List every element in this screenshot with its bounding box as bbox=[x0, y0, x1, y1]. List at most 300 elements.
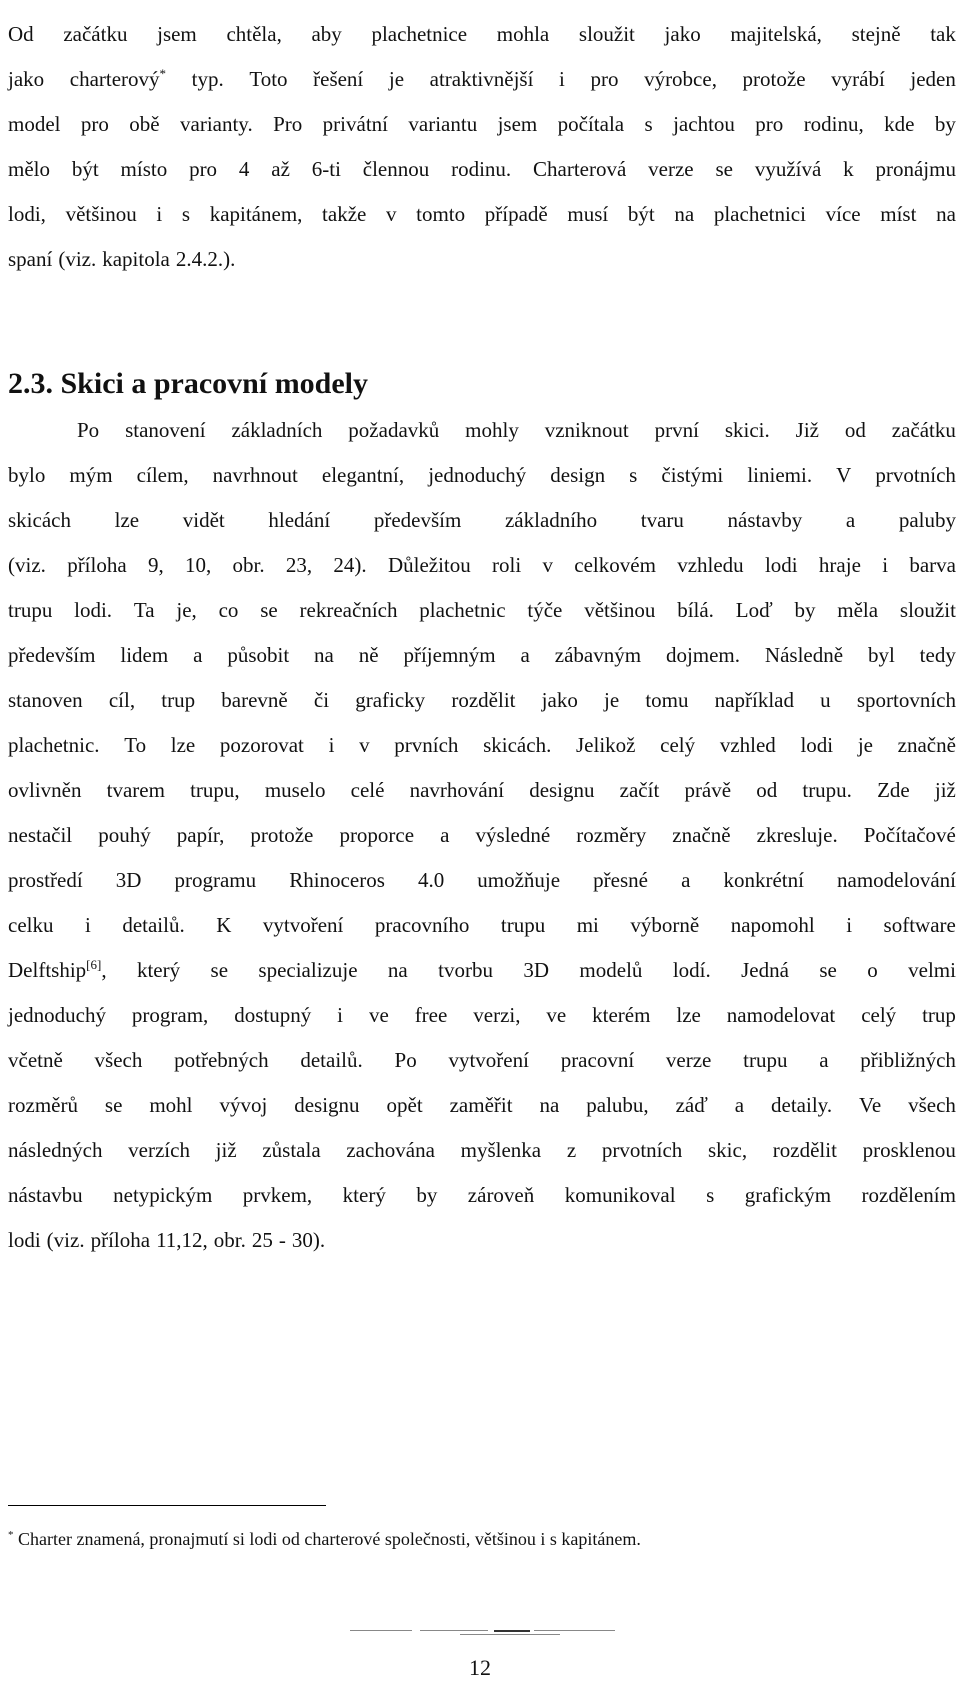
word: i bbox=[328, 733, 335, 757]
word: grafickým bbox=[744, 1183, 832, 1207]
word: designu bbox=[294, 1093, 360, 1117]
word: rozměrů bbox=[8, 1093, 78, 1117]
text-line bbox=[8, 1083, 956, 1128]
word: pracovní bbox=[560, 1048, 635, 1072]
section-heading: 2.3. Skici a pracovní modely bbox=[8, 367, 369, 400]
word: čistými bbox=[661, 463, 724, 487]
word: verzi, bbox=[473, 1003, 521, 1027]
text-line bbox=[8, 147, 956, 192]
word: variantu bbox=[408, 112, 478, 136]
text-line bbox=[8, 903, 956, 948]
word: značně bbox=[672, 823, 731, 847]
word: většinou bbox=[584, 598, 656, 622]
word: charterový* bbox=[69, 66, 167, 91]
word: typ. bbox=[191, 67, 224, 91]
word: zároveň bbox=[467, 1183, 535, 1207]
word: protože bbox=[742, 67, 806, 91]
word: pro bbox=[80, 112, 109, 136]
word: jako bbox=[664, 22, 701, 46]
word: 6-ti bbox=[311, 157, 341, 181]
word: nestačil bbox=[8, 823, 73, 847]
word: 4.0 bbox=[417, 868, 445, 892]
word: chtěla, bbox=[226, 22, 282, 46]
word: a bbox=[845, 508, 856, 532]
word: namodelování bbox=[837, 868, 956, 892]
word: obr. bbox=[232, 553, 265, 577]
word: jednoduchý bbox=[428, 463, 527, 487]
word: konkrétní bbox=[723, 868, 804, 892]
word: či bbox=[313, 688, 330, 712]
footnote-separator bbox=[8, 1505, 326, 1506]
word: navrhování bbox=[409, 778, 505, 802]
word: zaměřit bbox=[449, 1093, 513, 1117]
word: i bbox=[559, 67, 565, 91]
word: a bbox=[193, 643, 203, 667]
word: lze bbox=[114, 508, 140, 532]
paragraph-main bbox=[8, 408, 956, 1263]
word: ovlivněn bbox=[8, 778, 82, 802]
word: K bbox=[216, 913, 232, 937]
word: v bbox=[385, 202, 397, 226]
word: kde bbox=[884, 112, 915, 136]
word: stanoven bbox=[8, 688, 83, 712]
word: se bbox=[715, 157, 733, 181]
word: 3D bbox=[523, 958, 550, 982]
footnote bbox=[8, 1526, 641, 1552]
word: všech bbox=[94, 1048, 143, 1072]
word: celé bbox=[350, 778, 385, 802]
word: místo bbox=[120, 157, 168, 181]
word: prvotních bbox=[601, 1138, 683, 1162]
word: rozdělit bbox=[451, 688, 516, 712]
word: trup bbox=[922, 1003, 956, 1027]
word: o bbox=[867, 958, 878, 982]
word: míst bbox=[880, 202, 917, 226]
word: detailů. bbox=[300, 1048, 363, 1072]
word: velmi bbox=[908, 958, 956, 982]
word: plachetnice bbox=[371, 22, 468, 46]
word: tvaru bbox=[640, 508, 684, 532]
word: liniemi. bbox=[747, 463, 813, 487]
word: hraje bbox=[818, 553, 861, 577]
word: roli bbox=[492, 553, 522, 577]
word: skicách bbox=[8, 508, 71, 532]
word: tedy bbox=[919, 643, 956, 667]
word: spaní bbox=[8, 247, 53, 271]
word: na bbox=[674, 202, 695, 226]
word: a bbox=[819, 1048, 829, 1072]
text-line bbox=[8, 453, 956, 498]
word: prvkem, bbox=[242, 1183, 313, 1207]
text-line bbox=[8, 57, 956, 102]
word: základního bbox=[504, 508, 598, 532]
word: rodinu. bbox=[451, 157, 512, 181]
word: a bbox=[734, 1093, 745, 1117]
text-line bbox=[8, 102, 956, 147]
word: jako bbox=[8, 67, 45, 91]
word: na bbox=[936, 202, 956, 226]
word: bylo bbox=[8, 463, 46, 487]
word: jsem bbox=[497, 112, 538, 136]
word: trupu bbox=[8, 598, 53, 622]
word: Jedná bbox=[741, 958, 789, 982]
word: prvních bbox=[394, 733, 459, 757]
word: výsledné bbox=[475, 823, 551, 847]
word: stejně bbox=[851, 22, 901, 46]
word: sloužit bbox=[899, 598, 956, 622]
word: vývoj bbox=[219, 1093, 268, 1117]
word: Pro bbox=[273, 112, 303, 136]
word: rozměry bbox=[576, 823, 647, 847]
word: aby bbox=[311, 22, 342, 46]
word: počítala bbox=[557, 112, 625, 136]
text-line bbox=[8, 498, 956, 543]
word: se bbox=[104, 1093, 123, 1117]
word: Od bbox=[8, 22, 34, 46]
word: Jelikož bbox=[576, 733, 636, 757]
word: zachována bbox=[346, 1138, 435, 1162]
text-line bbox=[8, 1173, 956, 1218]
word: 3D bbox=[115, 868, 142, 892]
word: celku bbox=[8, 913, 54, 937]
word: vzhledu bbox=[677, 553, 744, 577]
word: design bbox=[550, 463, 606, 487]
paragraph-intro bbox=[8, 12, 956, 282]
word: první bbox=[654, 418, 699, 442]
word: muselo bbox=[264, 778, 326, 802]
citation-reference: [6] bbox=[86, 957, 102, 972]
word: lodi bbox=[8, 1228, 41, 1252]
word: 23, bbox=[285, 553, 313, 577]
word: sportovních bbox=[856, 688, 956, 712]
word: skicách. bbox=[483, 733, 552, 757]
word: je, bbox=[176, 598, 197, 622]
word: ně bbox=[358, 643, 379, 667]
text-line bbox=[8, 1218, 956, 1263]
word: by bbox=[416, 1183, 438, 1207]
word: modelů bbox=[579, 958, 643, 982]
word: trupu bbox=[743, 1048, 788, 1072]
word: Po bbox=[77, 418, 100, 442]
word: nástavbu bbox=[8, 1183, 83, 1207]
word: člennou bbox=[362, 157, 430, 181]
word: celý bbox=[660, 733, 696, 757]
word: specializuje bbox=[258, 958, 358, 982]
word: tomto bbox=[416, 202, 466, 226]
word: majitelská, bbox=[730, 22, 822, 46]
word: pro bbox=[755, 112, 784, 136]
text-line bbox=[8, 192, 956, 237]
word: rozdělit bbox=[772, 1138, 837, 1162]
word: který bbox=[342, 1183, 386, 1207]
text-line bbox=[8, 813, 956, 858]
word: prostředí bbox=[8, 868, 83, 892]
word: stanovení bbox=[125, 418, 206, 442]
word: z bbox=[566, 1138, 577, 1162]
word: pro bbox=[590, 67, 619, 91]
word: detaily. bbox=[771, 1093, 833, 1117]
word: software bbox=[883, 913, 956, 937]
word: umožňuje bbox=[477, 868, 561, 892]
word: bílá. bbox=[677, 598, 714, 622]
word: trup bbox=[161, 688, 196, 712]
word: od bbox=[844, 418, 866, 442]
word: netypickým bbox=[113, 1183, 213, 1207]
word: na bbox=[387, 958, 408, 982]
word: plachetnic. bbox=[8, 733, 100, 757]
text-line bbox=[8, 588, 956, 633]
citation-comma: , bbox=[101, 958, 107, 982]
word: i bbox=[882, 553, 889, 577]
word: rozdělením bbox=[861, 1183, 956, 1207]
page-number: 12 bbox=[469, 1655, 491, 1680]
word: výborně bbox=[630, 913, 700, 937]
word: plachetnici bbox=[713, 202, 806, 226]
word: záď bbox=[675, 1093, 708, 1117]
word: by bbox=[794, 598, 816, 622]
word: základních bbox=[231, 418, 323, 442]
word: přesné bbox=[593, 868, 648, 892]
word: komunikoval bbox=[564, 1183, 676, 1207]
word: trupu. bbox=[802, 778, 852, 802]
word: - bbox=[278, 1228, 286, 1252]
word: být bbox=[627, 202, 655, 226]
word: potřebných bbox=[174, 1048, 269, 1072]
word: v bbox=[542, 553, 553, 577]
word: verze bbox=[665, 1048, 712, 1072]
word: se bbox=[210, 958, 229, 982]
word: ve bbox=[546, 1003, 567, 1027]
word: tvarem bbox=[106, 778, 165, 802]
word: již bbox=[934, 778, 956, 802]
word: opět bbox=[386, 1093, 423, 1117]
word: V bbox=[836, 463, 852, 487]
word: Delftship[6], bbox=[8, 957, 107, 982]
word: (viz. bbox=[8, 553, 46, 577]
word: skici. bbox=[724, 418, 770, 442]
word: lodi, bbox=[8, 202, 46, 226]
word: Počítačové bbox=[863, 823, 956, 847]
word: cíl, bbox=[108, 688, 136, 712]
word: většinou bbox=[65, 202, 137, 226]
word: pracovního bbox=[374, 913, 470, 937]
word: od bbox=[756, 778, 778, 802]
text-line bbox=[8, 1128, 956, 1173]
word: hledání bbox=[268, 508, 331, 532]
word: až bbox=[271, 157, 290, 181]
word: u bbox=[820, 688, 831, 712]
word: pronájmu bbox=[875, 157, 956, 181]
word: takže bbox=[322, 202, 367, 226]
word: free bbox=[414, 1003, 448, 1027]
word: mělo bbox=[8, 157, 50, 181]
word: dojmem. bbox=[665, 643, 741, 667]
word: 4 bbox=[238, 157, 250, 181]
word: lodi bbox=[764, 553, 798, 577]
word: ve bbox=[368, 1003, 389, 1027]
word: program, bbox=[131, 1003, 209, 1027]
word: elegantní, bbox=[321, 463, 405, 487]
word: vyrábí bbox=[831, 67, 885, 91]
footnote-marker: * bbox=[8, 1529, 14, 1541]
word: kapitola bbox=[102, 247, 170, 271]
word: graficky bbox=[355, 688, 426, 712]
word: i bbox=[846, 913, 853, 937]
word: především bbox=[8, 643, 96, 667]
word: Následně bbox=[764, 643, 844, 667]
word: začátku bbox=[891, 418, 956, 442]
word: byl bbox=[867, 643, 895, 667]
word: barevně bbox=[221, 688, 288, 712]
word: vytvoření bbox=[448, 1048, 529, 1072]
word: vzniknout bbox=[544, 418, 629, 442]
word: Rhinoceros bbox=[289, 868, 385, 892]
word: 25 bbox=[251, 1228, 273, 1252]
text-line bbox=[8, 543, 956, 588]
text-line bbox=[8, 993, 956, 1038]
word: lodí. bbox=[672, 958, 711, 982]
word: rodinu, bbox=[803, 112, 864, 136]
word: nástavby bbox=[727, 508, 803, 532]
word: využívá bbox=[754, 157, 822, 181]
word: požadavků bbox=[348, 418, 440, 442]
word: již bbox=[215, 1138, 237, 1162]
word: k bbox=[843, 157, 854, 181]
text-line bbox=[8, 723, 956, 768]
word: privátní bbox=[322, 112, 388, 136]
word: plachetnic bbox=[419, 598, 506, 622]
word: co bbox=[218, 598, 239, 622]
word: tvorbu bbox=[438, 958, 493, 982]
text-line bbox=[8, 12, 956, 57]
word: více bbox=[825, 202, 861, 226]
word: navrhnout bbox=[212, 463, 298, 487]
word: musí bbox=[567, 202, 609, 226]
word: jsem bbox=[157, 22, 197, 46]
word: zábavným bbox=[554, 643, 642, 667]
word: obě bbox=[129, 112, 160, 136]
word: i bbox=[156, 202, 163, 226]
word: a bbox=[681, 868, 691, 892]
word: trupu bbox=[500, 913, 546, 937]
word: na bbox=[539, 1093, 560, 1117]
text-line bbox=[8, 858, 956, 903]
text-line bbox=[8, 768, 956, 813]
word: palubu, bbox=[586, 1093, 649, 1117]
word: dostupný bbox=[234, 1003, 312, 1027]
word: s bbox=[644, 112, 653, 136]
word: včetně bbox=[8, 1048, 63, 1072]
word: 9, bbox=[147, 553, 164, 577]
word: tomu bbox=[645, 688, 689, 712]
word: působit bbox=[227, 643, 290, 667]
text-line bbox=[8, 948, 956, 993]
word: mohl bbox=[149, 1093, 193, 1117]
word: papír, bbox=[176, 823, 225, 847]
word: v bbox=[359, 733, 370, 757]
word: vzhled bbox=[719, 733, 776, 757]
word: Loď bbox=[735, 598, 773, 622]
word: proporce bbox=[339, 823, 415, 847]
word: příjemným bbox=[403, 643, 496, 667]
word: lze bbox=[170, 733, 196, 757]
word: vytvoření bbox=[262, 913, 344, 937]
word: tak bbox=[930, 22, 956, 46]
word: Po bbox=[394, 1048, 417, 1072]
word: celkovém bbox=[574, 553, 656, 577]
word: případě bbox=[484, 202, 548, 226]
word: pozorovat bbox=[219, 733, 304, 757]
word: je bbox=[388, 67, 405, 91]
word: se bbox=[819, 958, 837, 982]
word: sloužit bbox=[578, 22, 635, 46]
word: Již bbox=[795, 418, 819, 442]
word: a bbox=[440, 823, 450, 847]
word: je bbox=[604, 688, 620, 712]
word: následných bbox=[8, 1138, 103, 1162]
word: Charterová bbox=[533, 157, 627, 181]
word: paluby bbox=[898, 508, 956, 532]
word: To bbox=[124, 733, 147, 757]
word: lidem bbox=[120, 643, 169, 667]
word: skic, bbox=[708, 1138, 748, 1162]
word: i bbox=[84, 913, 91, 937]
word: 2.4.2.). bbox=[175, 247, 236, 271]
word: prvotních bbox=[875, 463, 956, 487]
word: verzích bbox=[128, 1138, 190, 1162]
word: barva bbox=[909, 553, 956, 577]
word: kapitánem, bbox=[209, 202, 303, 226]
word: celý bbox=[861, 1003, 897, 1027]
text-line bbox=[8, 678, 956, 723]
word: právě bbox=[684, 778, 732, 802]
word: i bbox=[337, 1003, 344, 1027]
word: cílem, bbox=[136, 463, 189, 487]
word: se bbox=[260, 598, 278, 622]
word: model bbox=[8, 112, 61, 136]
word: Toto bbox=[249, 67, 288, 91]
word: kterém bbox=[592, 1003, 651, 1027]
word: mohly bbox=[465, 418, 519, 442]
word: s bbox=[706, 1183, 715, 1207]
footnote-reference: * bbox=[159, 66, 167, 81]
text-line bbox=[8, 237, 956, 282]
word: 24). bbox=[333, 553, 367, 577]
word: Ta bbox=[133, 598, 155, 622]
word: rekreačních bbox=[299, 598, 398, 622]
word: 10, bbox=[184, 553, 212, 577]
text-line bbox=[8, 408, 956, 453]
word: Ve bbox=[859, 1093, 882, 1117]
word: výrobce, bbox=[644, 67, 717, 91]
word: a bbox=[520, 643, 530, 667]
word: lodi bbox=[800, 733, 834, 757]
word: týče bbox=[527, 598, 563, 622]
word: pouhý bbox=[98, 823, 151, 847]
word: Zde bbox=[877, 778, 910, 802]
word: (viz. bbox=[46, 1228, 85, 1252]
word: příloha bbox=[90, 1228, 151, 1252]
word: přibližných bbox=[860, 1048, 956, 1072]
word: začátku bbox=[63, 22, 128, 46]
text-line bbox=[8, 633, 956, 678]
word: trupu, bbox=[190, 778, 240, 802]
word: s bbox=[629, 463, 638, 487]
word: jachtou bbox=[673, 112, 735, 136]
word: jednoduchý bbox=[8, 1003, 106, 1027]
word: jeden bbox=[910, 67, 956, 91]
word: s bbox=[181, 202, 191, 226]
